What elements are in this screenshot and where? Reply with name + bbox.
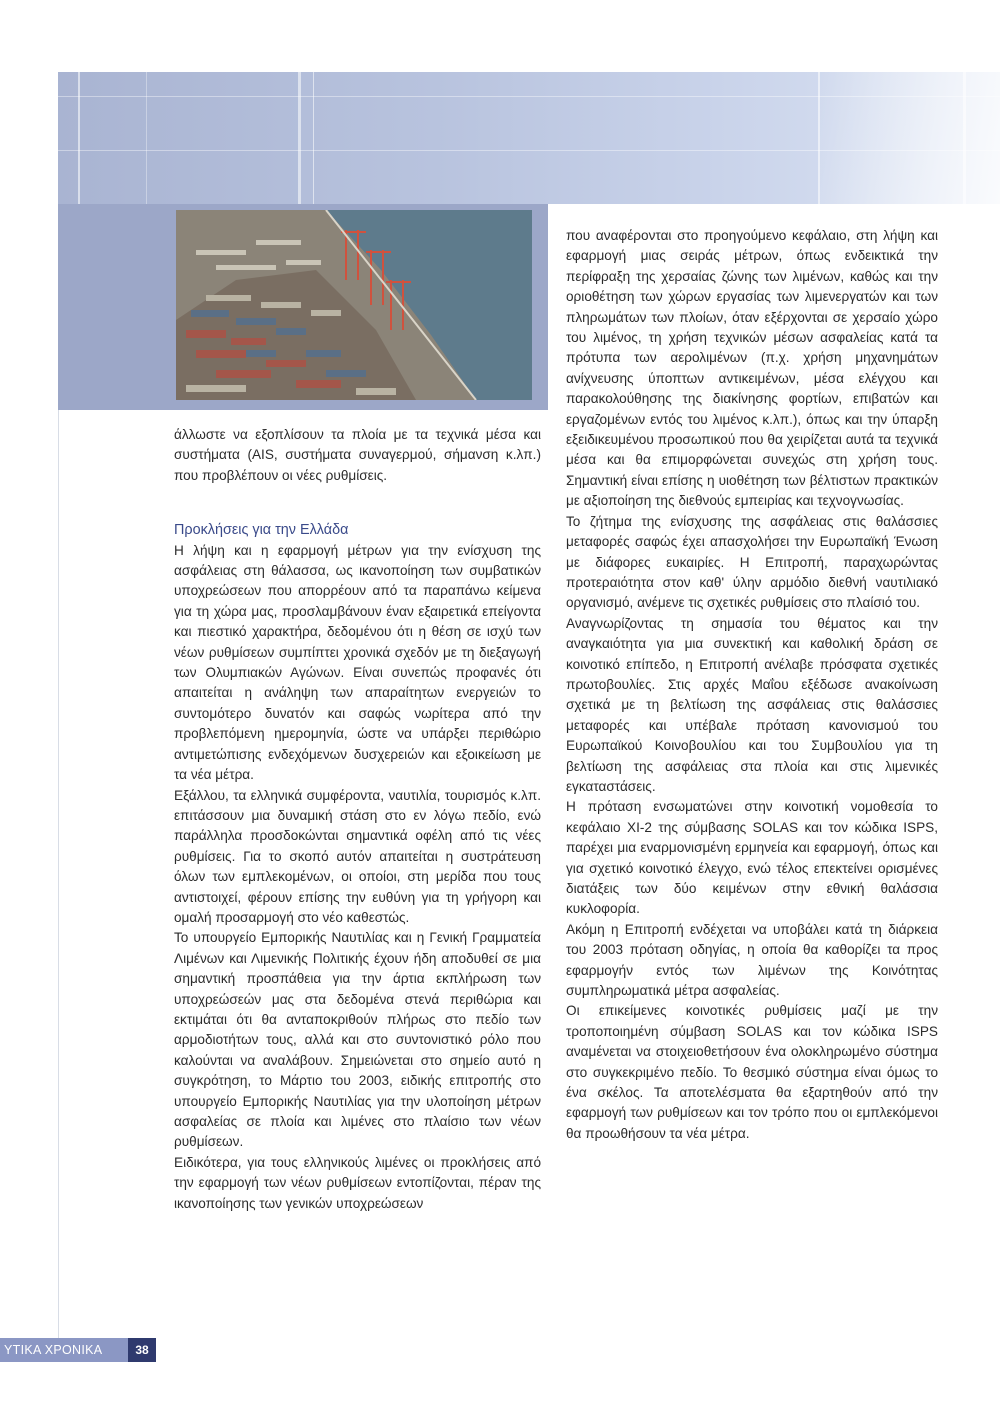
header-banner [58, 72, 1000, 204]
left-column [174, 425, 541, 1214]
paragraph: Ειδικότερα, για τους ελληνικούς λιμένες οι προκλήσεις από την εφαρμογή των νέων ρυθμίσεων εντοπίζονται, πέραν της ικανοποίησης των γενικών υποχρεώσεων [174, 1154, 541, 1211]
paragraph: Το υπουργείο Εμπορικής Ναυτιλίας και η Γενική Γραμματεία Λιμένων και Λιμενικής Πολιτικής έχουν ήδη αποδυθεί σε μια σημαντική προσπάθεια για την άρτια εκπλήρωση των υποχρεώσεών μας στα δεδομένα στενά περιθώρια και εκτιμάται ότι θα ανταποκριθούν πλήρως στο πεδίο των αρμοδιοτήτων τους, αλλά και στο συντονιστικό ρόλο που καλούνται να αναλάβουν. Σημειώνεται στο σημείο αυτό η συγκρότηση, το Μάρτιο του 2003, ειδικής επιτροπής στο υπουργείο Εμπορικής Ναυτιλίας για την υλοποίηση μέτρων ασφαλείας σε πλοία και λιμένες στο πλαίσιο των νέων ρυθμίσεων. [174, 930, 541, 1150]
paragraph: Οι επικείμενες κοινοτικές ρυθμίσεις μαζί με την τροποποιημένη σύμβαση SOLAS και τον κώδικα ISPS αναμένεται να στοιχειοθετήσουν ένα ολοκληρωμένο σύστημα στο συγκεκριμένο πεδίο. Το θεσμικό σύστημα είναι όμως το ένα σκέλος. Τα αποτελέσματα θα εξαρτηθούν από την εφαρμογή των ρυθμίσεων και τον τρόπο που οι εμπλεκόμενοι θα προωθήσουν τα νέα μέτρα. [566, 1003, 938, 1141]
paragraph: Η λήψη και η εφαρμογή μέτρων για την ενίσχυση της ασφάλειας στη θάλασσα, ως ικανοποίηση των συμβατικών υποχρεώσεων που απορρέουν από τα παραπάνω κείμενα για τη χώρα μας, προσλαμβάνουν έναν εξαιρετικά επείγοντα και πιεστικό χαρακτήρα, δεδομένου ότι η θέση σε ισχύ των νέων ρυθμίσεων συμπίπτει χρονικά σχεδόν με τη διεξαγωγή των Ολυμπιακών Αγώνων. Είναι συνεπώς προφανές ότι απαιτείται η ανάληψη των απαραίτητων ενεργειών το συντομότερο δυνατόν και σαφώς νωρίτερα από την προβλεπόμενη ημερομηνία, ώστε να υπάρξει περιθώριο αντιμετώπισης ενδεχόμενων δυσχερειών και εξοικείωση με τα νέα μέτρα. [174, 542, 541, 783]
paragraph: Αναγνωρίζοντας τη σημασία του θέματος και την αναγκαιότητα για μια συνεκτική και καθολική δράση σε κοινοτικό επίπεδο, η Επιτροπή ανέλαβε πρόσφατα σχετικές πρωτοβουλίες. Στις αρχές Μαΐου εξέδωσε ανακοίνωση σχετικά με τη βελτίωση της ασφάλειας στις θαλάσσιες μεταφορές και υπέβαλε πρόταση κανονισμού του Ευρωπαϊκού Κοινοβουλίου και του Συμβουλίου για τη βελτίωση της ασφάλειας στα πλοία και στις λιμενικές εγκαταστάσεις. [566, 615, 938, 794]
paragraph: που αναφέρονται στο προηγούμενο κεφάλαιο, στη λήψη και εφαρμογή μιας σειράς μέτρων, όπως ενδεικτικά την περίφραξη της χερσαίας ζώνης των λιμένων, καθώς και την οριοθέτηση των χώρων εργασίας των λιμενεργατών και των πληρωμάτων των πλοίων, όταν εξέρχονται σε χερσαίο χώρο του λιμένος, τη χρήση τεχνικών μέσων ασφαλείας κατά τα πρότυπα των αερολιμένων (π.χ. χρήση μηχανημάτων ανίχνευσης ύποπτων αντικειμένων, μέσα ελέγχου και παρακολούθησης της διακίνησης φορτίων, επιβατών και εργαζομένων εντός του λιμένος κ.λπ.), όπως και την ύπαρξη εξειδικευμένου προσωπικού που θα χειρίζεται αυτά τα τεχνικά μέσα και θα επιμορφώνεται συνεχώς στη χρήση τους. Σημαντική είναι επίσης η υιοθέτηση των βέλτιστων πρακτικών με αξιοποίηση της διεθνούς εμπειρίας και τεχνογνωσίας. [566, 228, 938, 509]
magazine-title: ΥΤΙΚΑ ΧΡΟΝΙΚΑ [0, 1338, 128, 1362]
page-footer [0, 1338, 156, 1362]
intro-paragraph: άλλωστε να εξοπλίσουν τα πλοία με τα τεχνικά μέσα και συστήματα (AIS, συστήματα συναγερμού, σήμανση κ.λπ.) που προβλέπουν οι νέες ρυθμίσεις. [174, 427, 541, 483]
paragraph: Ακόμη η Επιτροπή ενδέχεται να υποβάλει κατά τη διάρκεια του 2003 πρόταση οδηγίας, η οποία θα καθορίζει τα προς εφαρμογήν εντός των λιμένων της Κοινότητας συμπληρωματικά μέτρα ασφαλείας. [566, 921, 938, 999]
paragraph: Η πρόταση ενσωματώνει στην κοινοτική νομοθεσία το κεφάλαιο XI-2 της σύμβασης SOLAS και τον κώδικα ISPS, παρέχει μια εναρμονισμένη ερμηνεία και εφαρμογή, όπως και για σχετικό κοινοτικό έλεγχο, ενώ τέλος επεκτείνει ορισμένες διατάξεις των δύο κειμένων στην εθνική θαλάσσια κυκλοφορία. [566, 799, 938, 917]
paragraph: Το ζήτημα της ενίσχυσης της ασφάλειας στις θαλάσσιες μεταφορές σαφώς έχει απασχολήσει την Ευρωπαϊκή Ένωση με διάφορες ευκαιρίες. Η Επιτροπή, παραχωρώντας προτεραιότητα στον καθ' ύλην αρμόδιο διεθνή ναυτιλιακό οργανισμό, ανέμενε τις σχετικές ρυθμίσεις στο πλαίσιό του. [566, 513, 938, 611]
container-port-photo [176, 210, 532, 400]
section-heading: Προκλήσεις για την Ελλάδα [174, 522, 349, 539]
page-number: 38 [128, 1338, 156, 1362]
right-column [566, 226, 938, 1144]
photo-panel [58, 204, 548, 410]
paragraph: Εξάλλου, τα ελληνικά συμφέροντα, ναυτιλία, τουρισμός κ.λπ. επιτάσσουν μια δυναμική στάση στο εν λόγω πεδίο, ενώ παράλληλα προσδοκώνται σημαντικά οφέλη από τις νέες ρυθμίσεις. Για το σκοπό αυτόν απαιτείται η συστράτευση όλων των εμπλεκομένων, οι οποίοι, στη μερίδα που τους αντιστοιχεί, φέρουν επίσης την ευθύνη για τη γρήγορη και ομαλή προσαρμογή στο νέο καθεστώς. [174, 787, 541, 925]
